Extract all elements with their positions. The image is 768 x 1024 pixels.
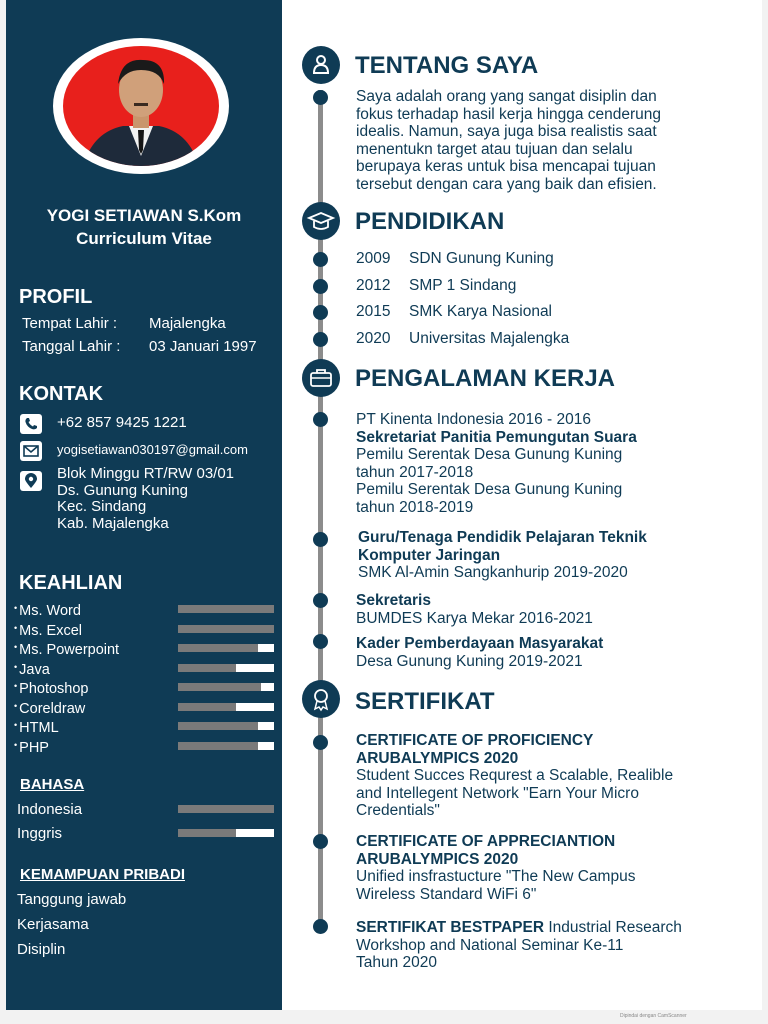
- kontak-heading: KONTAK: [19, 383, 104, 405]
- pengalaman-heading: PENGALAMAN KERJA: [355, 365, 616, 392]
- award-icon: [302, 680, 340, 718]
- education-school: SMK Karya Nasional: [409, 303, 553, 320]
- experience-line: Desa Gunung Kuning 2019-2021: [356, 652, 583, 670]
- keahlian-heading: KEAHLIAN: [19, 572, 123, 594]
- address-line: Kec. Sindang: [57, 498, 147, 515]
- skill-level-bar: [178, 644, 274, 652]
- bullet-icon: •: [14, 661, 18, 672]
- certificate-line: Industrial Research: [544, 919, 682, 936]
- certificate-line: Wireless Standard WiFi 6": [356, 885, 537, 903]
- education-year: 2020: [356, 329, 391, 347]
- experience-entry: [356, 592, 593, 627]
- sidebar: [6, 0, 282, 1010]
- certificate-line: Credentials": [356, 802, 440, 819]
- tentang-heading: TENTANG SAYA: [355, 52, 539, 79]
- education-school: SMP 1 Sindang: [409, 276, 517, 294]
- experience-title: Sekretariat Panitia Pemungutan Suara: [356, 428, 637, 446]
- skill-name: Coreldraw: [19, 700, 86, 717]
- education-item: [356, 277, 516, 295]
- timeline-dot: [313, 532, 328, 547]
- certificate-line: and Intellegent Network "Earn Your Micro: [356, 784, 639, 802]
- skill-label: [14, 720, 59, 736]
- bahasa-heading: BAHASA: [20, 776, 85, 793]
- briefcase-icon: [302, 359, 340, 397]
- experience-line: SMK Al-Amin Sangkanhurip 2019-2020: [358, 564, 628, 581]
- certificate-title: SERTIFIKAT BESTPAPER: [356, 919, 545, 936]
- skill-name: Ms. Powerpoint: [19, 642, 120, 658]
- mail-icon: [20, 441, 42, 461]
- about-line: berupaya keras untuk bisa mencapai tujuan: [356, 158, 656, 175]
- cv-subtitle: Curriculum Vitae: [76, 229, 212, 248]
- certificate-title: ARUBALYMPICS 2020: [356, 749, 519, 767]
- birthplace-label: Tempat Lahir :: [22, 315, 118, 332]
- person-name: YOGI SETIAWAN S.Kom: [46, 206, 242, 225]
- person-icon: [63, 46, 219, 166]
- bullet-icon: •: [14, 642, 18, 652]
- education-year: 2015: [356, 303, 391, 320]
- skill-label: [14, 740, 49, 756]
- timeline-dot: [313, 90, 328, 105]
- education-item: [356, 303, 552, 321]
- location-icon: [20, 471, 42, 491]
- language-level-remainder: [236, 829, 274, 837]
- birthdate-label: Tanggal Lahir :: [22, 338, 121, 355]
- skill-level-bar: [178, 683, 274, 691]
- timeline-dot: [313, 279, 328, 294]
- skill-label: [14, 603, 81, 619]
- experience-line: tahun 2017-2018: [356, 463, 474, 481]
- skill-label: [14, 681, 89, 697]
- pendidikan-heading: PENDIDIKAN: [355, 208, 505, 235]
- experience-entry: [358, 529, 647, 582]
- address: [57, 466, 234, 532]
- profil-heading: PROFIL: [19, 286, 93, 308]
- certificate-line: Unified insfrastucture "The New Campus: [356, 868, 636, 885]
- certificate-first-line: [356, 919, 756, 937]
- skill-level-bar: [178, 742, 274, 750]
- timeline-dot: [313, 634, 328, 649]
- experience-line: Pemilu Serentak Desa Gunung Kuning: [356, 446, 623, 463]
- personal-skill: Tanggung jawab: [17, 891, 127, 908]
- email-address: yogisetiawan030197@gmail.com: [57, 442, 248, 457]
- skill-name: Ms. Excel: [19, 622, 82, 639]
- timeline-dot: [313, 332, 328, 347]
- about-line: tersebut dengan cara yang baik dan efisien.: [356, 175, 657, 193]
- certificate-title: CERTIFICATE OF PROFICIENCY: [356, 732, 594, 749]
- experience-line: Pemilu Serentak Desa Gunung Kuning: [356, 481, 623, 498]
- timeline-dot: [313, 593, 328, 608]
- timeline-dot: [313, 305, 328, 320]
- certificate-line: Tahun 2020: [356, 954, 438, 971]
- timeline-dot: [313, 735, 328, 750]
- birthplace-value: Majalengka: [149, 315, 226, 332]
- bullet-icon: •: [14, 739, 18, 750]
- experience-title: Sekretaris: [356, 592, 431, 609]
- experience-line: BUMDES Karya Mekar 2016-2021: [356, 609, 593, 627]
- skill-label: [14, 642, 119, 658]
- skill-level-remainder: [261, 683, 274, 691]
- skill-name: PHP: [19, 739, 49, 756]
- personal-skill: Disiplin: [17, 941, 66, 958]
- education-year: 2012: [356, 276, 391, 294]
- timeline-dot: [313, 919, 328, 934]
- skill-name: Photoshop: [19, 681, 89, 697]
- about-text: [356, 88, 661, 193]
- bullet-icon: •: [14, 622, 18, 633]
- experience-title: Kader Pemberdayaan Masyarakat: [356, 635, 604, 652]
- phone-icon: [20, 414, 42, 434]
- skill-level-bar: [178, 703, 274, 711]
- education-item: [356, 250, 554, 268]
- education-school: Universitas Majalengka: [409, 329, 570, 347]
- person-icon: [302, 46, 340, 84]
- about-line: Saya adalah orang yang sangat disiplin dan: [356, 88, 657, 105]
- skill-label: [14, 623, 82, 639]
- skill-level-remainder: [258, 644, 274, 652]
- scanner-watermark: Dipindai dengan CamScanner: [620, 1013, 687, 1019]
- certificate-entry: [356, 919, 756, 972]
- timeline-dot: [313, 834, 328, 849]
- address-line: Blok Minggu RT/RW 03/01: [57, 465, 235, 482]
- skill-name: Java: [19, 661, 50, 678]
- address-line: Kab. Majalengka: [57, 514, 169, 532]
- certificate-entry: [356, 732, 673, 820]
- language-name: Inggris: [17, 825, 63, 842]
- graduation-cap-icon: [302, 202, 340, 240]
- skill-name: HTML: [19, 720, 59, 736]
- skill-level-bar: [178, 625, 274, 633]
- skill-level-remainder: [258, 722, 274, 730]
- birthdate-value: 03 Januari 1997: [149, 338, 257, 355]
- certificate-title: ARUBALYMPICS 2020: [356, 850, 519, 868]
- language-name: Indonesia: [17, 801, 83, 818]
- experience-title: Komputer Jaringan: [358, 546, 501, 564]
- phone-number: +62 857 9425 1221: [57, 414, 187, 431]
- bullet-icon: •: [14, 700, 18, 711]
- skill-level-bar: [178, 722, 274, 730]
- address-line: Ds. Gunung Kuning: [57, 481, 188, 499]
- profile-photo: [63, 46, 219, 166]
- skill-label: [14, 701, 85, 717]
- education-item: [356, 330, 569, 348]
- skill-level-remainder: [258, 742, 274, 750]
- education-school: SDN Gunung Kuning: [409, 250, 554, 267]
- certificate-line: Workshop and National Seminar Ke-11: [356, 936, 624, 954]
- skill-level-remainder: [236, 664, 274, 672]
- about-line: fokus terhadap hasil kerja hingga cenderung: [356, 105, 662, 123]
- education-year: 2009: [356, 250, 391, 267]
- bullet-icon: •: [14, 720, 18, 730]
- skill-name: Ms. Word: [19, 603, 81, 619]
- experience-line: PT Kinenta Indonesia 2016 - 2016: [356, 411, 591, 428]
- skill-label: [14, 662, 50, 678]
- about-line: idealis. Namun, saya juga bisa realistis saat: [356, 123, 657, 140]
- timeline-dot: [313, 252, 328, 267]
- about-line: menentukn target atau tujuan dan selalu: [356, 140, 633, 158]
- certificate-line: Student Succes Requrest a Scalable, Realible: [356, 767, 674, 784]
- sertifikat-heading: SERTIFIKAT: [355, 688, 495, 715]
- personal-skill: Kerjasama: [17, 916, 89, 933]
- kemampuan-heading: KEMAMPUAN PRIBADI: [20, 866, 185, 883]
- language-level-bar: [178, 829, 274, 837]
- experience-entry: [356, 635, 603, 670]
- experience-entry: [356, 411, 637, 516]
- timeline-dot: [313, 412, 328, 427]
- bullet-icon: •: [14, 603, 18, 613]
- certificate-entry: [356, 833, 635, 903]
- profile-photo-frame: [53, 38, 229, 174]
- language-level-bar: [178, 805, 274, 813]
- experience-title: Guru/Tenaga Pendidik Pelajaran Teknik: [358, 529, 647, 546]
- skill-level-remainder: [236, 703, 274, 711]
- bullet-icon: •: [14, 681, 18, 691]
- skill-level-bar: [178, 664, 274, 672]
- certificate-title: CERTIFICATE OF APPRECIANTION: [356, 833, 616, 850]
- experience-line: tahun 2018-2019: [356, 498, 474, 516]
- skill-level-bar: [178, 605, 274, 613]
